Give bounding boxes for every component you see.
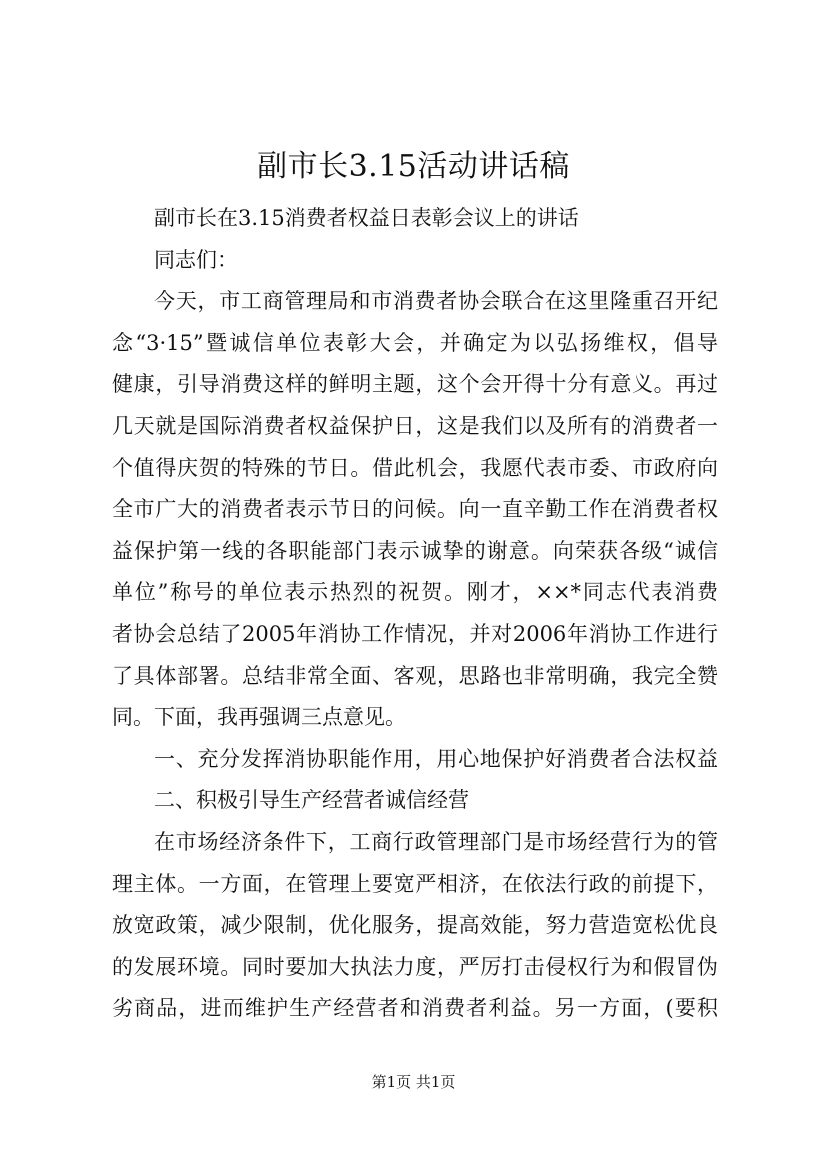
paragraph-line: 的发展环境。同时要加大执法力度，严厉打击侵权行为和假冒伪 [112,954,718,979]
paragraph-line: 理主体。一方面，在管理上要宽严相济，在依法行政的前提下， [112,871,718,896]
paragraph-line: 今天，市工商管理局和市消费者协会联合在这里隆重召开纪 [154,289,718,314]
document-body [112,198,718,1030]
paragraph-line: 益保护第一线的各职能部门表示诚挚的谢意。向荣获各级“诚信 [112,538,718,563]
paragraph-line: 念“3·15”暨诚信单位表彰大会，并确定为以弘扬维权，倡导 [112,330,718,355]
paragraph-line: 在市场经济条件下，工商行政管理部门是市场经营行为的管 [154,829,718,854]
salutation: 同志们： [154,247,238,272]
paragraph-line: 放宽政策，减少限制，优化服务，提高效能，努力营造宽松优良 [112,913,718,938]
paragraph-line: 全市广大的消费者表示节日的问候。向一直辛勤工作在消费者权 [112,497,718,522]
paragraph-line: 劣商品，进而维护生产经营者和消费者利益。另一方面，(要积 [112,996,718,1021]
paragraph-line: 单位”称号的单位表示热烈的祝贺。刚才，××*同志代表消费 [112,580,718,605]
section-heading-2: 二、积极引导生产经营者诚信经营 [154,788,469,813]
section-heading-1: 一、充分发挥消协职能作用，用心地保护好消费者合法权益 [154,746,718,771]
paragraph-line: 几天就是国际消费者权益保护日，这是我们以及所有的消费者一 [112,413,718,438]
paragraph-line: 者协会总结了2005年消协工作情况，并对2006年消协工作进行 [112,621,718,646]
speech-subtitle: 副市长在3.15消费者权益日表彰会议上的讲话 [154,206,579,230]
paragraph-line: 同。下面，我再强调三点意见。 [112,705,406,730]
page-title: 副市长3.15活动讲话稿 [257,149,570,184]
paragraph-line: 了具体部署。总结非常全面、客观，思路也非常明确，我完全赞 [112,663,718,688]
page-number-footer: 第1页 共1页 [371,1073,456,1091]
paragraph-line: 健康，引导消费这样的鲜明主题，这个会开得十分有意义。再过 [112,372,718,397]
paragraph-line: 个值得庆贺的特殊的节日。借此机会，我愿代表市委、市政府向 [112,455,718,480]
